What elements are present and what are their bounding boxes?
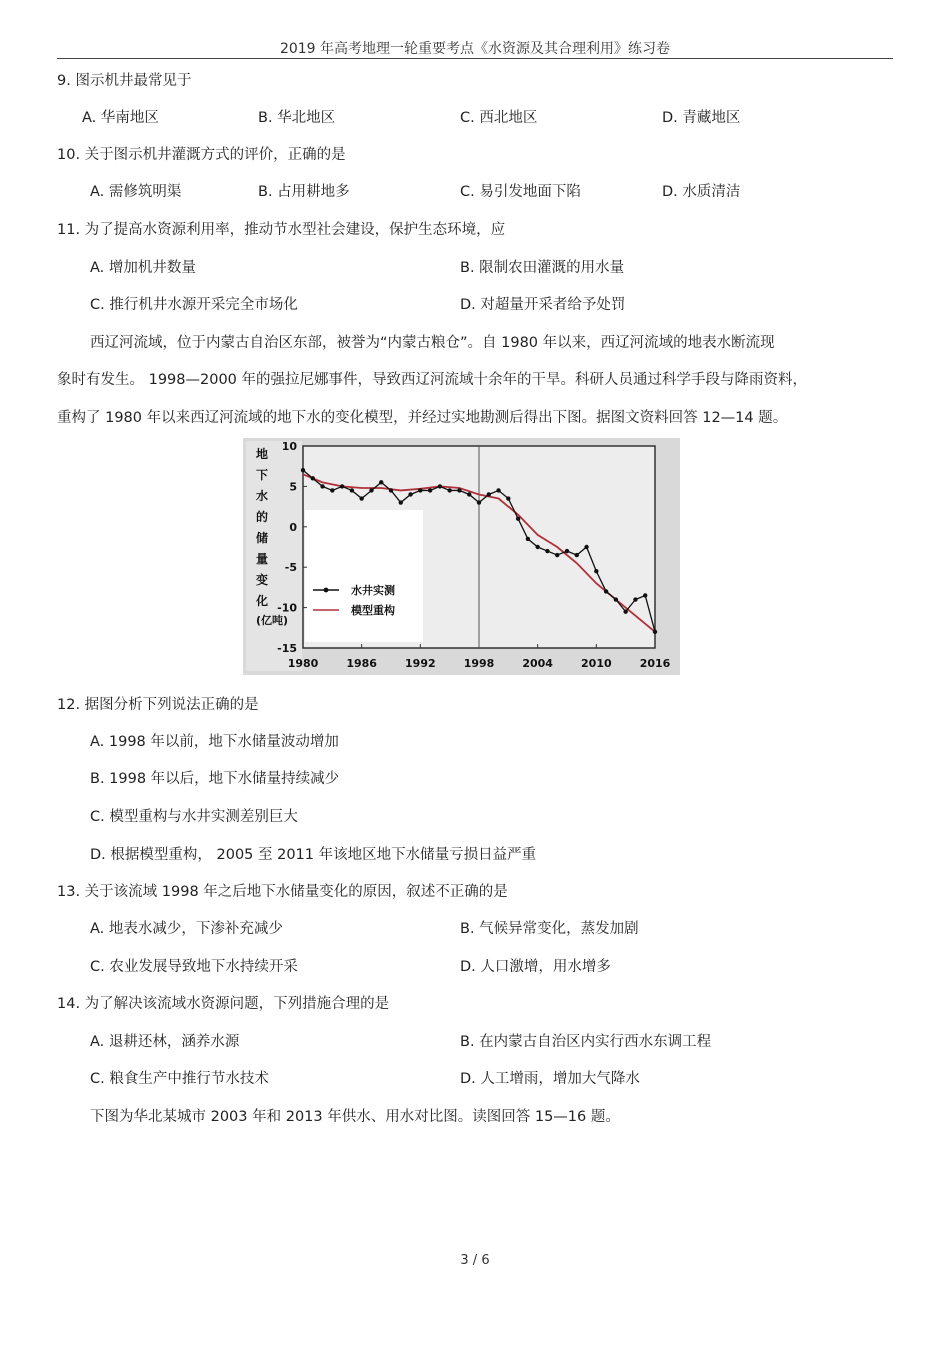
data-point-well-measured	[604, 589, 608, 593]
q12-option-a: A. 1998 年以前，地下水储量波动增加	[90, 734, 339, 750]
q13-stem: 13. 关于该流域 1998 年之后地下水储量变化的原因，叙述不正确的是	[57, 884, 508, 900]
y-tick-label: 0	[289, 520, 297, 534]
data-point-well-measured	[477, 500, 481, 504]
q13-option-d: D. 人口激增，用水增多	[460, 959, 611, 975]
data-point-well-measured	[418, 488, 422, 492]
data-point-well-measured	[653, 630, 657, 634]
ylabel-char: 储	[255, 531, 269, 545]
q9-stem: 9. 图示机井最常见于	[57, 73, 192, 89]
data-point-well-measured	[379, 480, 383, 484]
data-point-well-measured	[447, 488, 451, 492]
x-tick-label: 2010	[581, 657, 612, 670]
q9-option-b: B. 华北地区	[258, 110, 336, 126]
data-point-well-measured	[506, 496, 510, 500]
q9-option-d: D. 青藏地区	[662, 110, 741, 126]
data-point-well-measured	[535, 545, 539, 549]
data-point-well-measured	[487, 492, 491, 496]
x-tick-label: 1992	[405, 657, 436, 670]
passage-line-3: 重构了 1980 年以来西辽河流域的地下水的变化模型，并经过实地勘测后得出下图。据图文资料回答 12—14 题。	[57, 410, 788, 426]
legend-marker	[324, 588, 329, 593]
ylabel-char: 量	[255, 552, 269, 566]
passage-line-2: 象时有发生。 1998—2000 年的强拉尼娜事件，导致西辽河流域十余年的干旱。科研人员通过科学手段与降雨资料，	[57, 372, 808, 388]
y-tick-label: -10	[277, 601, 297, 615]
ylabel-char: 地	[255, 447, 269, 461]
data-point-well-measured	[438, 484, 442, 488]
y-tick-label: 5	[289, 480, 297, 494]
data-point-well-measured	[526, 537, 530, 541]
data-point-well-measured	[496, 488, 500, 492]
q12-option-d: D. 根据模型重构， 2005 至 2011 年该地区地下水储量亏损日益严重	[90, 847, 537, 863]
data-point-well-measured	[399, 500, 403, 504]
data-point-well-measured	[311, 476, 315, 480]
q11-option-c: C. 推行机井水源开采完全市场化	[90, 297, 298, 313]
data-point-well-measured	[584, 545, 588, 549]
page-number: 3 / 6	[460, 1253, 490, 1268]
legend-label: 模型重构	[351, 604, 395, 617]
data-point-well-measured	[428, 488, 432, 492]
q11-option-a: A. 增加机井数量	[90, 260, 196, 276]
q13-option-a: A. 地表水减少，下渗补充减少	[90, 921, 283, 937]
data-point-well-measured	[575, 553, 579, 557]
q10-stem: 10. 关于图示机井灌溉方式的评价，正确的是	[57, 147, 346, 163]
header-rule	[57, 58, 893, 59]
q14-option-d: D. 人工增雨，增加大气降水	[460, 1071, 640, 1087]
intro-questions-15-16: 下图为华北某城市 2003 年和 2013 年供水、用水对比图。读图回答 15—16 题。	[90, 1109, 620, 1125]
q14-option-b: B. 在内蒙古自治区内实行西水东调工程	[460, 1034, 712, 1050]
page-header: 2019 年高考地理一轮重要考点《水资源及其合理利用》练习卷	[279, 41, 671, 57]
data-point-well-measured	[408, 492, 412, 496]
q11-stem: 11. 为了提高水资源利用率，推动节水型社会建设，保护生态环境，应	[57, 222, 506, 238]
data-point-well-measured	[389, 488, 393, 492]
q12-option-b: B. 1998 年以后，地下水储量持续减少	[90, 771, 340, 787]
y-tick-label: -5	[284, 561, 297, 575]
q10-option-c: C. 易引发地面下陷	[460, 184, 581, 200]
data-point-well-measured	[545, 549, 549, 553]
q10-option-d: D. 水质清洁	[662, 184, 741, 200]
ylabel-char: 水	[255, 489, 269, 503]
legend-label: 水井实测	[351, 584, 395, 597]
q14-option-a: A. 退耕还林，涵养水源	[90, 1034, 240, 1050]
x-tick-label: 2016	[639, 657, 671, 670]
data-point-well-measured	[457, 488, 461, 492]
q12-stem: 12. 据图分析下列说法正确的是	[57, 697, 259, 713]
q13-option-c: C. 农业发展导致地下水持续开采	[90, 959, 298, 975]
data-point-well-measured	[594, 569, 598, 573]
q11-option-d: D. 对超量开采者给予处罚	[460, 297, 626, 313]
data-point-well-measured	[516, 517, 520, 521]
data-point-well-measured	[623, 609, 627, 613]
x-tick-label: 1980	[287, 657, 319, 670]
ylabel-panel	[246, 441, 302, 671]
ylabel-unit: (亿吨)	[255, 614, 289, 627]
ylabel-char: 变	[255, 573, 269, 587]
q9-option-c: C. 西北地区	[460, 110, 538, 126]
q14-stem: 14. 为了解决该流域水资源问题，下列措施合理的是	[57, 996, 390, 1012]
groundwater-storage-chart	[243, 438, 680, 675]
q10-option-b: B. 占用耕地多	[258, 184, 350, 200]
x-tick-label: 2004	[522, 657, 553, 670]
data-point-well-measured	[369, 488, 373, 492]
ylabel-char: 化	[255, 594, 269, 608]
y-tick-label: 10	[281, 440, 297, 453]
q13-option-b: B. 气候异常变化，蒸发加剧	[460, 921, 639, 937]
ylabel-char: 的	[255, 510, 269, 524]
data-point-well-measured	[350, 488, 354, 492]
data-point-well-measured	[467, 492, 471, 496]
passage-line-1: 西辽河流域，位于内蒙古自治区东部，被誉为“内蒙古粮仓”。自 1980 年以来，西辽河流域的地表水断流现	[90, 335, 775, 351]
q12-option-c: C. 模型重构与水井实测差别巨大	[90, 809, 298, 825]
q14-option-c: C. 粮食生产中推行节水技术	[90, 1071, 269, 1087]
y-tick-label: -15	[277, 642, 297, 655]
q9-option-a: A. 华南地区	[82, 110, 159, 126]
data-point-well-measured	[320, 484, 324, 488]
data-point-well-measured	[633, 597, 637, 601]
legend-white-area	[305, 510, 423, 642]
data-point-well-measured	[555, 553, 559, 557]
data-point-well-measured	[301, 468, 305, 472]
ylabel-char: 下	[255, 468, 269, 482]
data-point-well-measured	[614, 597, 618, 601]
data-point-well-measured	[340, 484, 344, 488]
x-tick-label: 1998	[463, 657, 495, 670]
q10-option-a: A. 需修筑明渠	[90, 184, 182, 200]
data-point-well-measured	[359, 496, 363, 500]
data-point-well-measured	[643, 593, 647, 597]
x-tick-label: 1986	[346, 657, 377, 670]
data-point-well-measured	[565, 549, 569, 553]
q11-option-b: B. 限制农田灌溉的用水量	[460, 260, 625, 276]
data-point-well-measured	[330, 488, 334, 492]
